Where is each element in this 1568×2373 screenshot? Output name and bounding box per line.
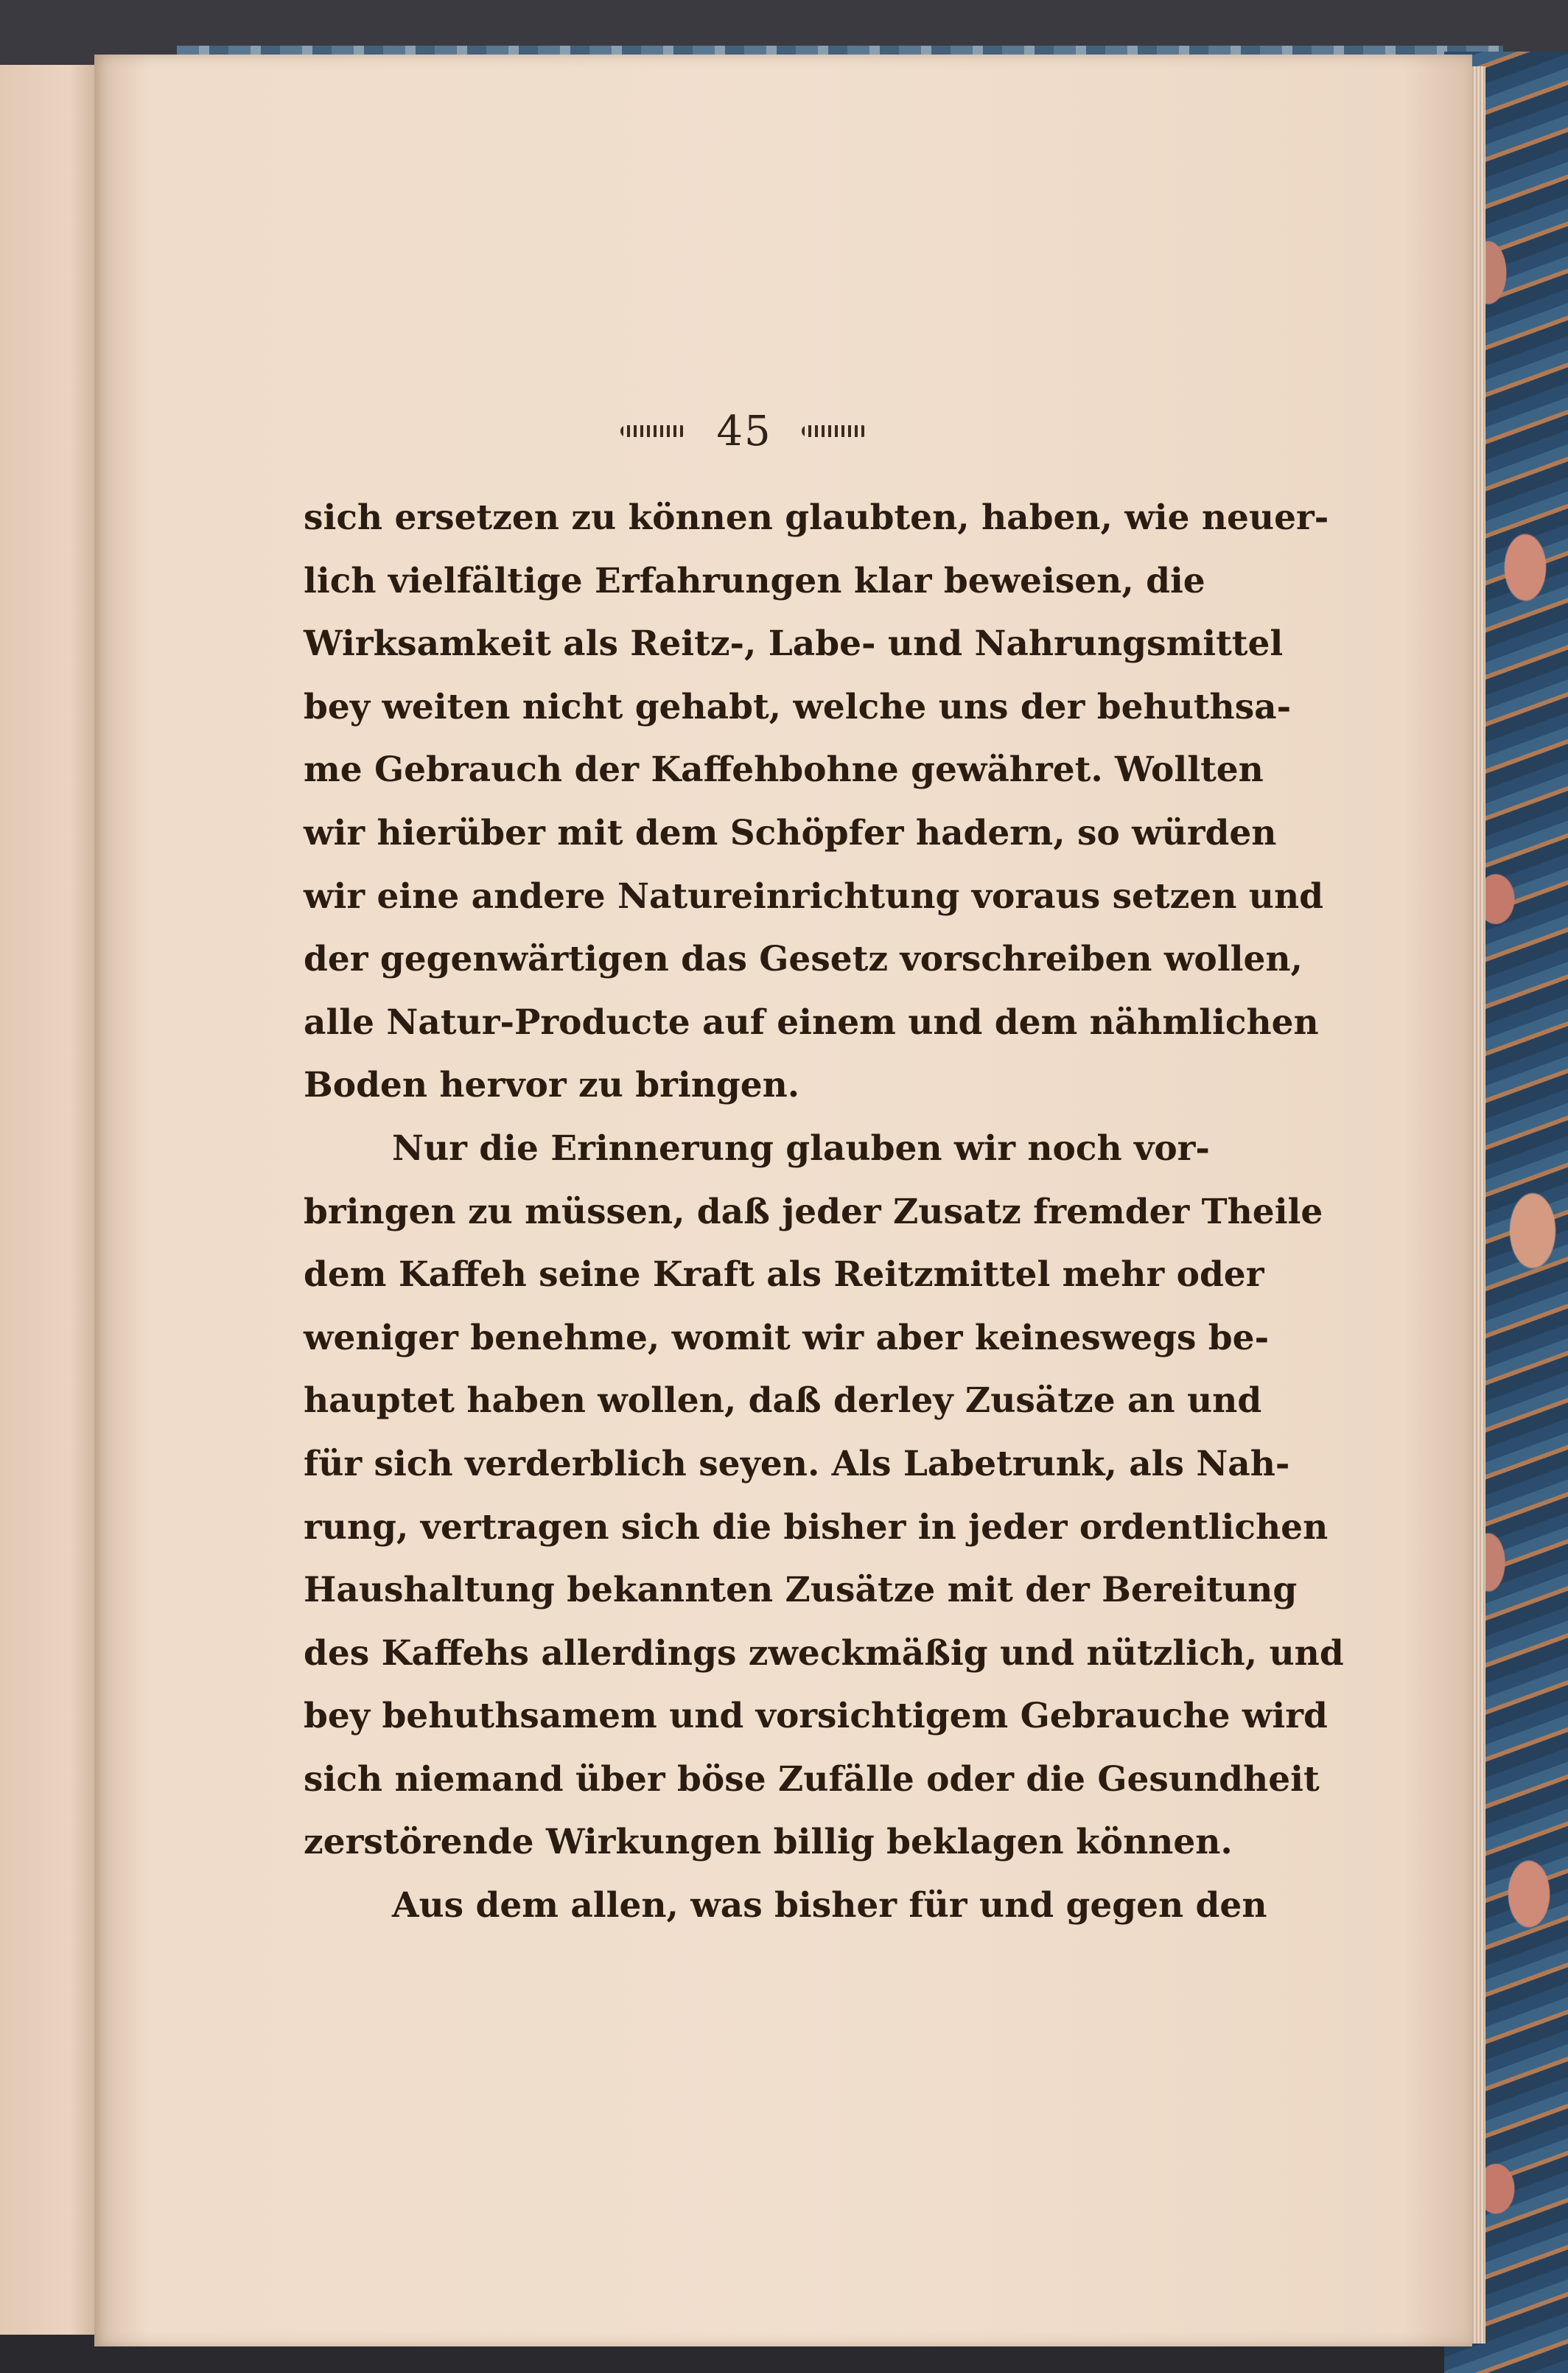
text-line: hauptet haben wollen, daß derley Zusätze an und: [304, 1380, 1262, 1422]
text-line: wir hierüber mit dem Schöpfer hadern, so würden: [304, 812, 1277, 853]
text-line: Aus dem allen, was bisher für und gegen den: [392, 1885, 1267, 1926]
text-line: Boden hervor zu bringen.: [304, 1065, 800, 1106]
page-header: [575, 405, 914, 457]
text-line: lich vielfältige Erfahrungen klar beweisen, die: [304, 560, 1205, 601]
text-line: zerstörende Wirkungen billig beklagen können.: [304, 1822, 1233, 1863]
text-line: me Gebrauch der Kaffehbohne gewähret. Wollten: [304, 749, 1264, 791]
text-line: für sich verderblich seyen. Als Labetrunk, als Nah-: [304, 1443, 1290, 1484]
text-line: alle Natur-Producte auf einem und dem nähmlichen: [304, 1002, 1319, 1043]
text-line: rung, vertragen sich die bisher in jeder ordentlichen: [304, 1506, 1329, 1548]
page-number: 45: [716, 407, 772, 455]
text-line: sich ersetzen zu können glaubten, haben, wie neuer-: [304, 497, 1329, 538]
right-flourish-ornament: [802, 425, 868, 437]
left-page: [0, 65, 99, 2335]
text-line: wir eine andere Natureinrichtung voraus setzen und: [304, 876, 1323, 917]
text-line: weniger benehme, womit wir aber keineswegs be-: [304, 1317, 1270, 1358]
text-line: dem Kaffeh seine Kraft als Reitzmittel mehr oder: [304, 1254, 1264, 1296]
text-line: bringen zu müssen, daß jeder Zusatz fremder Theile: [304, 1191, 1323, 1232]
body-text: [304, 486, 1344, 1937]
text-line: Haushaltung bekannten Zusätze mit der Bereitung: [304, 1570, 1298, 1611]
text-line: bey behuthsamem und vorsichtigem Gebrauche wird: [304, 1696, 1328, 1737]
text-line: bey weiten nicht gehabt, welche uns der behuthsa-: [304, 686, 1292, 727]
left-flourish-ornament: [620, 425, 687, 437]
text-line: Wirksamkeit als Reitz-, Labe- und Nahrungsmittel: [304, 623, 1284, 665]
text-line: des Kaffehs allerdings zweckmäßig und nützlich, und: [304, 1632, 1344, 1674]
text-line: Nur die Erinnerung glauben wir noch vor-: [392, 1128, 1210, 1169]
text-line: der gegenwärtigen das Gesetz vorschreiben wollen,: [304, 939, 1303, 980]
text-line: sich niemand über böse Zufälle oder die Gesundheit: [304, 1758, 1320, 1800]
